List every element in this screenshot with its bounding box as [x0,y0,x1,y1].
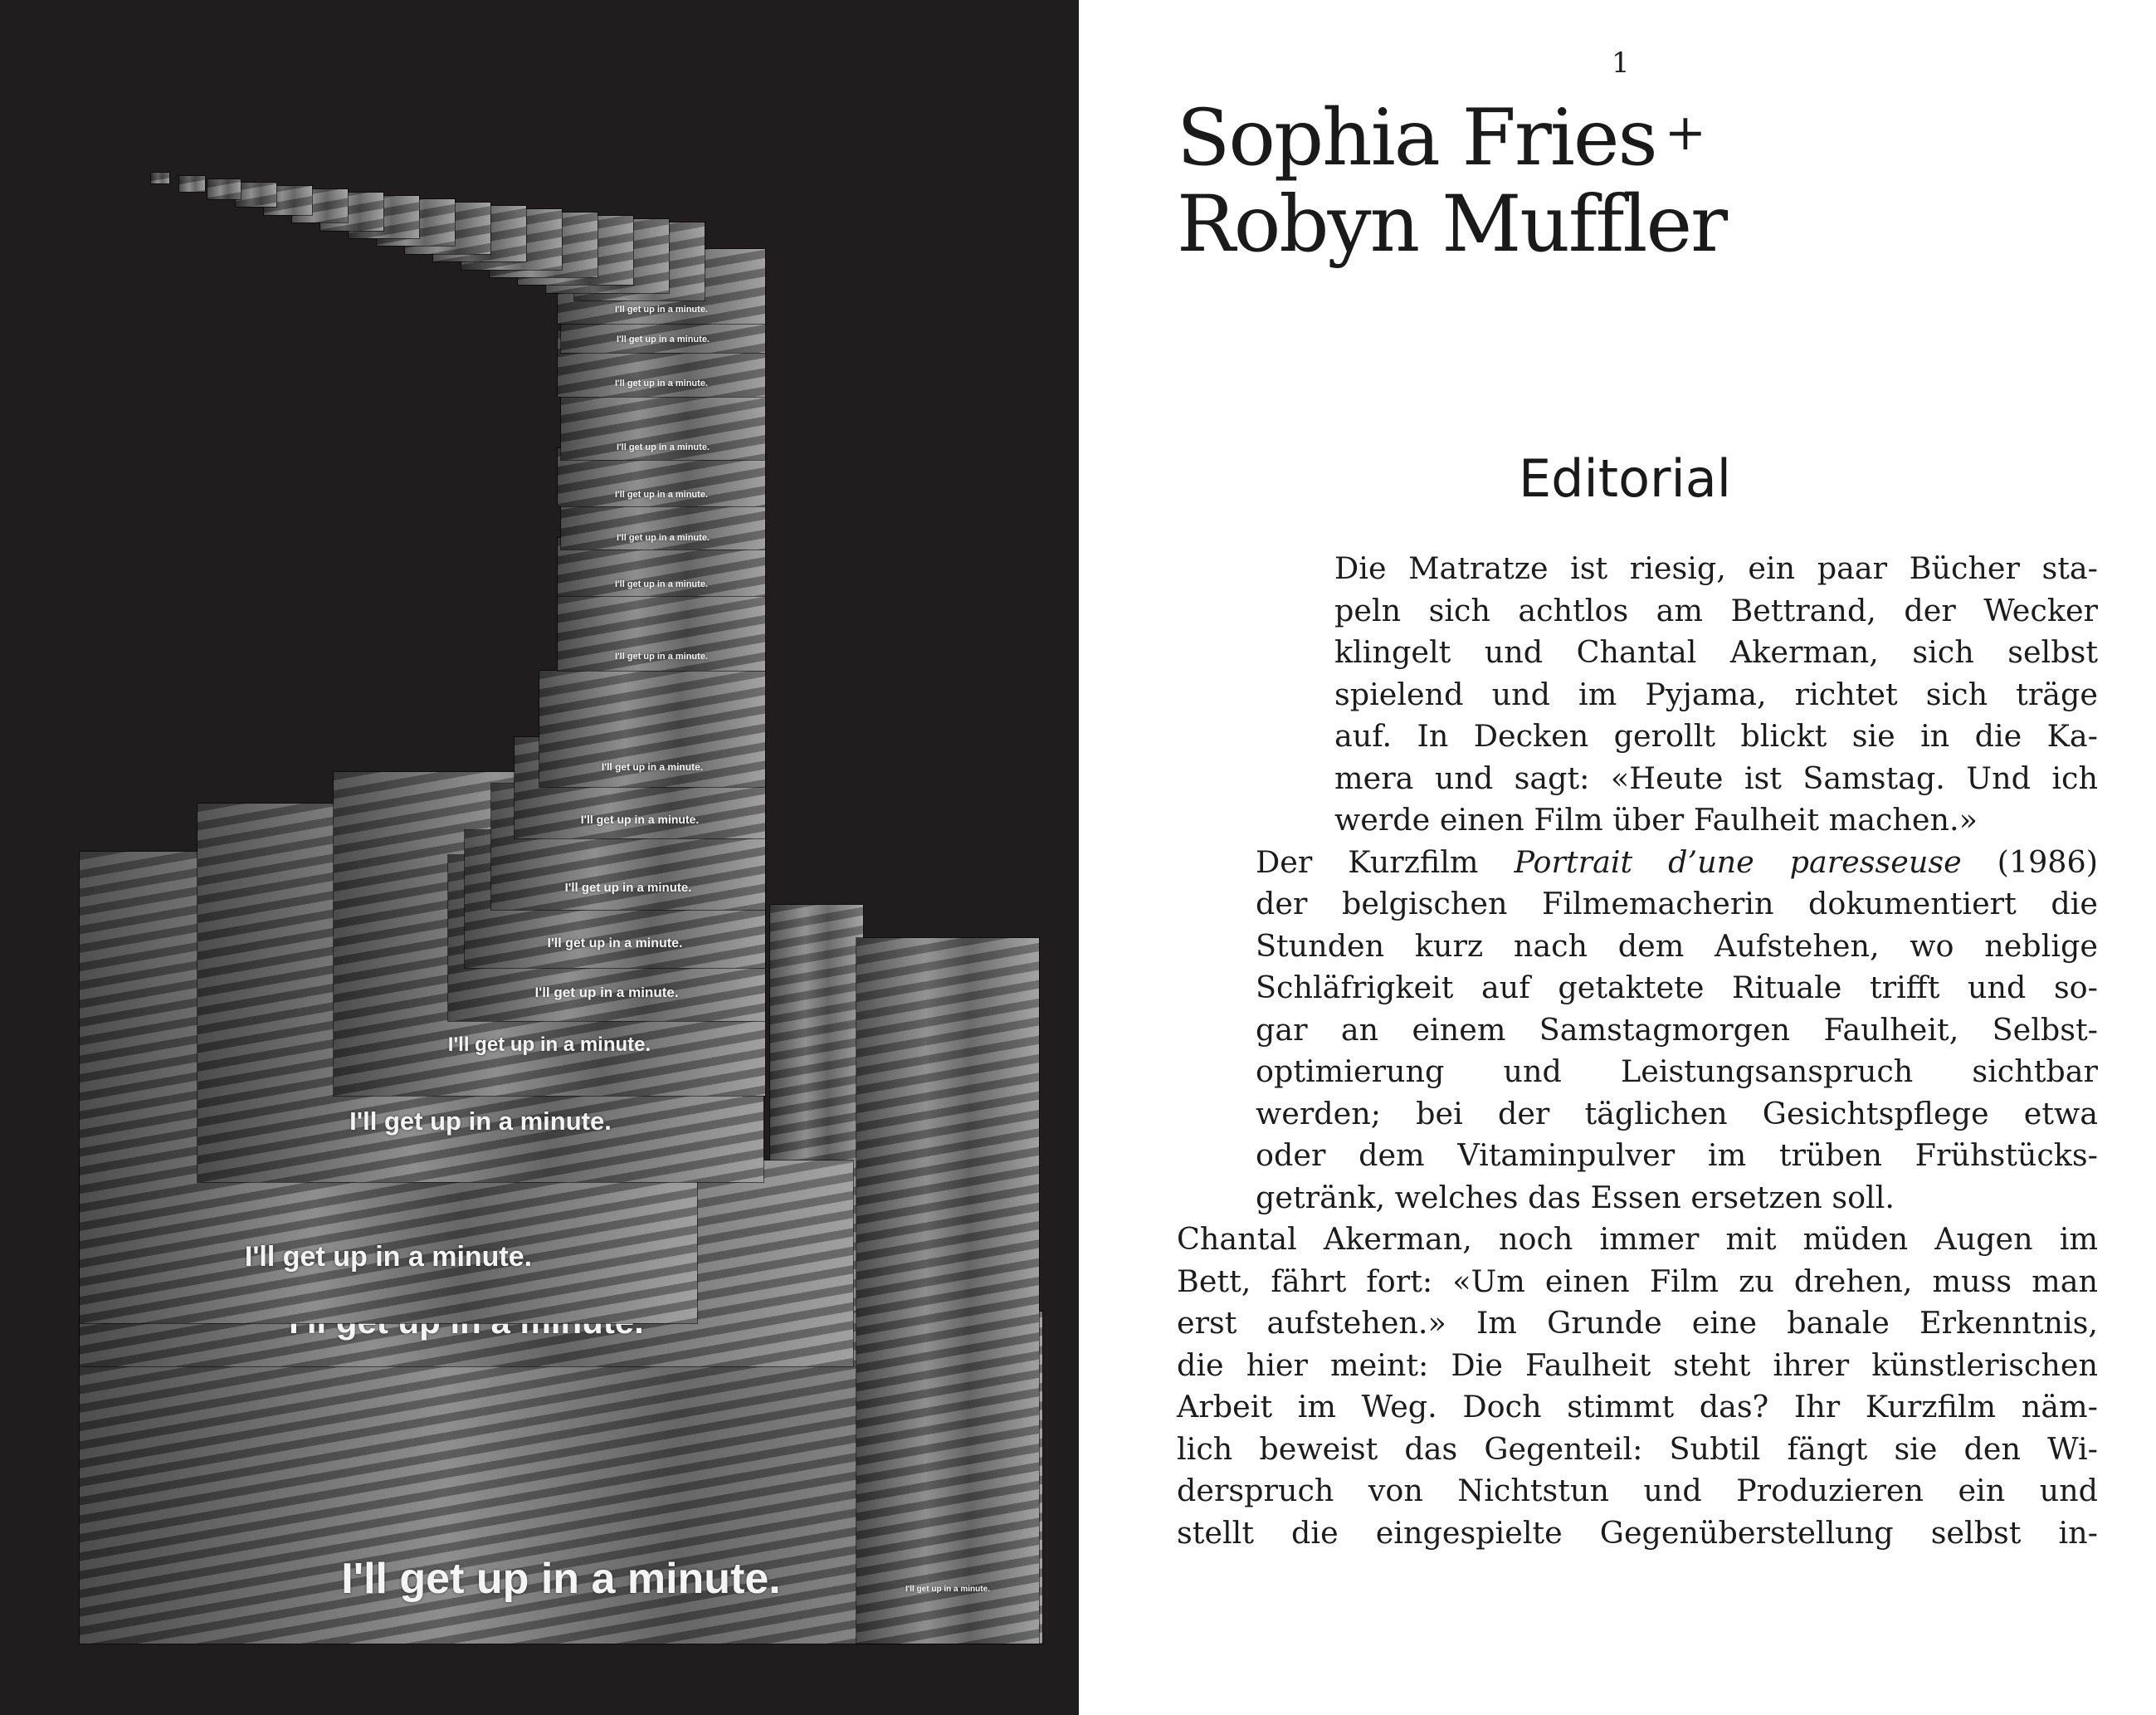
plus-sign: + [1664,104,1705,162]
subtitle-caption: I'll get up in a minute. [614,305,708,315]
subtitle-caption: I'll get up in a minute. [580,813,700,826]
text-run: Der Kurzfilm [1256,843,1515,880]
text-line [1177,842,2098,884]
text-line: Chantal Akerman, noch immer mit müden Augen im [1177,1221,2098,1257]
text-line: Stunden kurz nach dem Aufstehen, wo neblige [1256,927,2098,964]
page-number: 1 [1612,46,1630,80]
text-line: stellt die eingespielte Gegenüberstellung selbst in- [1177,1514,2098,1551]
author-names [1177,90,2090,268]
text-line: derspruch von Nichtstun und Produzieren ein und [1177,1473,2098,1508]
text-line: mera und sagt: «Heute ist Samstag. Und ich [1334,760,2098,796]
subtitle-caption: I'll get up in a minute. [614,579,708,589]
subtitle-caption: I'll get up in a minute. [349,1107,612,1136]
editorial-body [1177,548,2098,1554]
film-still-frame [558,596,765,671]
subtitle-caption: I'll get up in a minute. [614,490,708,500]
text-line: Die Matratze ist riesig, ein paar Bücher sta- [1334,550,2098,586]
text-run: (1986) [1961,843,2098,880]
text-line: werden; bei der täglichen Gesichtspflege etwa [1256,1095,2098,1131]
film-still-frame [151,173,169,183]
subtitle-caption: I'll get up in a minute. [564,881,692,895]
text-line: werde einen Film über Faulheit machen.» [1334,802,1978,838]
text-line: peln sich achtlos am Bettrand, der Wecker [1334,592,2098,628]
film-still-frame [179,176,205,192]
film-still-frame [539,671,765,787]
subtitle-caption: I'll get up in a minute. [547,936,683,950]
author-1: Sophia Fries [1177,93,1656,183]
subtitle-caption: I'll get up in a minute. [616,442,710,452]
section-title: Editorial [1519,448,1731,509]
subtitle-caption: I'll get up in a minute. [616,335,710,344]
film-still-frame [236,183,276,207]
film-still-frame [207,179,241,199]
text-line: lich beweist das Gegenteil: Subtil fängt sie den Wi- [1177,1430,2098,1467]
subtitle-caption: I'll get up in a minute. [614,652,708,662]
author-2: Robyn Muffler [1177,179,1727,270]
text-line: getränk, welches das Essen ersetzen soll. [1256,1179,1895,1215]
text-line: Arbeit im Weg. Doch stimmt das? Ihr Kurzfilm näm- [1177,1389,2098,1424]
film-still-frame [856,938,1039,1644]
text-line: oder dem Vitaminpulver im trüben Frühstücks- [1256,1137,2098,1173]
subtitle-caption: I'll get up in a minute. [616,533,710,543]
text-line: auf. In Decken gerollt blickt sie in die Ka- [1334,718,2098,754]
film-title: Portrait d’une paresseuse [1514,843,1962,880]
text-line: der belgischen Filmemacherin dokumentiert die [1256,886,2098,921]
subtitle-caption: I'll get up in a minute. [447,1033,651,1056]
subtitle-caption: I'll get up in a minute. [341,1555,781,1603]
subtitle-caption: I'll get up in a minute. [601,761,704,773]
text-line: optimierung und Leistungsanspruch sichtbar [1256,1053,2098,1089]
text-line: die hier meint: Die Faulheit steht ihrer künstlerischen [1177,1346,2098,1383]
subtitle-caption: I'll get up in a minute. [244,1241,533,1273]
text-line: Schläfrigkeit auf getaktete Rituale trifft und so- [1256,970,2098,1005]
text-line: Bett, fährt fort: «Um einen Film zu drehen, muss man [1177,1263,2098,1299]
text-line: klingelt und Chantal Akerman, sich selbst [1334,634,2098,670]
editorial-page [1079,0,2156,1715]
subtitle-caption: I'll get up in a minute. [905,1585,990,1594]
text-line: spielend und im Pyjama, richtet sich träge [1334,676,2098,712]
subtitle-caption: I'll get up in a minute. [614,379,708,388]
text-line: gar an einem Samstagmorgen Faulheit, Selbst- [1256,1011,2098,1048]
subtitle-caption: I'll get up in a minute. [534,985,679,1000]
film-still-frame [561,397,765,460]
text-line: erst aufstehen.» Im Grunde eine banale Erkenntnis, [1177,1305,2098,1341]
